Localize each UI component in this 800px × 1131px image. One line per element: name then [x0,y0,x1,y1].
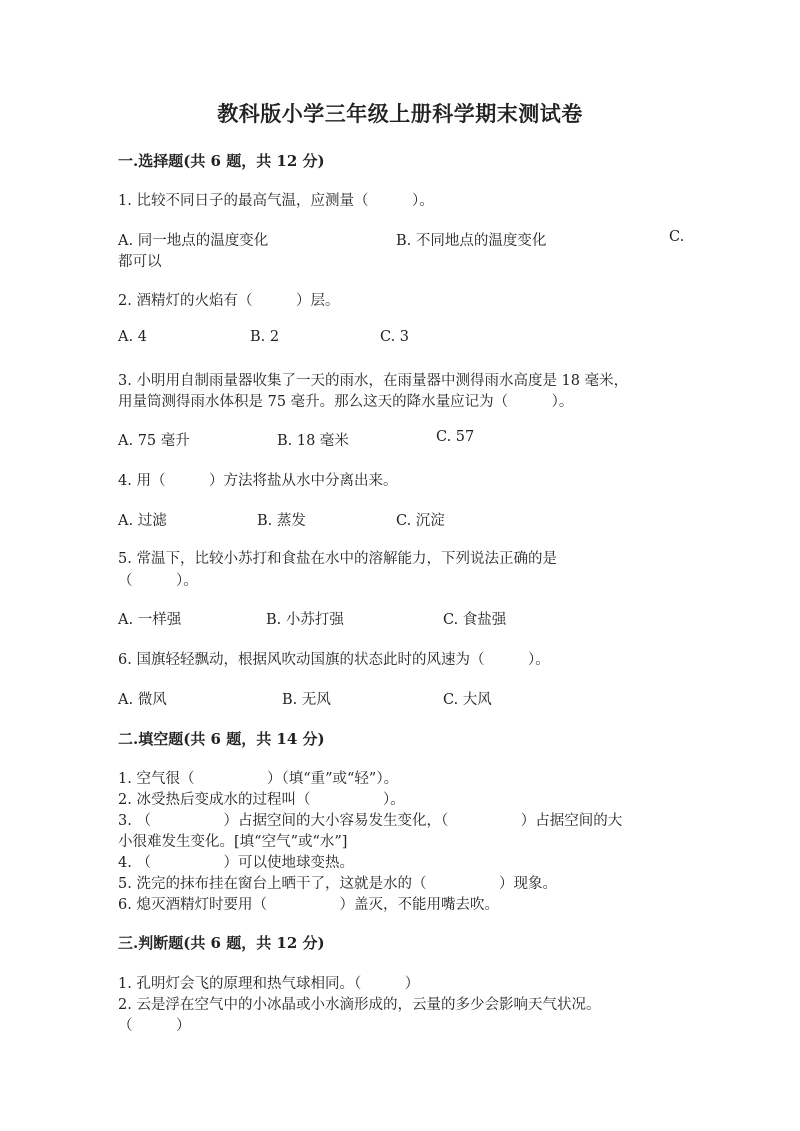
question-3-stem-line-2: 用量筒测得雨水体积是 75 毫升。那么这天的降水量应记为（ ）。 [118,394,574,410]
question-5-option-c: C. 食盐强 [443,612,507,628]
true-false-2-line-1: 2. 云是浮在空气中的小冰晶或小水滴形成的，云量的多少会影响天气状况。 [118,997,601,1013]
question-6-option-b: B. 无风 [282,692,331,708]
section-heading-fill-blank: 二.填空题(共 6 题，共 14 分) [118,730,325,748]
question-1-option-c: C. [669,229,685,245]
true-false-1: 1. 孔明灯会飞的原理和热气球相同。（ ） [118,976,420,992]
fill-blank-4: 4. （ ）可以使地球变热。 [118,855,354,871]
fill-blank-6: 6. 熄灭酒精灯时要用（ ）盖灭，不能用嘴去吹。 [118,897,499,913]
question-3-option-a: A. 75 毫升 [118,433,190,449]
question-4-option-c: C. 沉淀 [396,513,445,529]
exam-title: 教科版小学三年级上册科学期末测试卷 [217,101,583,126]
question-6-option-c: C. 大风 [443,692,492,708]
question-2-option-a: A. 4 [118,329,147,345]
question-5-stem-line-2: （ ）。 [118,573,198,589]
question-2-option-c: C. 3 [380,329,410,345]
question-1-option-a: A. 同一地点的温度变化 [118,233,269,249]
question-5-stem-line-1: 5. 常温下，比较小苏打和食盐在水中的溶解能力，下列说法正确的是 [118,551,557,567]
question-2-stem: 2. 酒精灯的火焰有（ ）层。 [118,293,340,309]
question-4-option-a: A. 过滤 [118,513,167,529]
section-heading-true-false: 三.判断题(共 6 题，共 12 分) [118,934,325,952]
question-5-option-a: A. 一样强 [118,612,182,628]
question-5-option-b: B. 小苏打强 [266,612,344,628]
fill-blank-3-line-1: 3. （ ）占据空间的大小容易发生变化，（ ）占据空间的大 [118,813,623,829]
question-6-option-a: A. 微风 [118,692,167,708]
fill-blank-3-line-2: 小很难发生变化。[填“空气”或“水”] [118,834,348,850]
question-1-stem: 1. 比较不同日子的最高气温，应测量（ ）。 [118,193,434,209]
question-3-stem-line-1: 3. 小明用自制雨量器收集了一天的雨水，在雨量器中测得雨水高度是 18 毫米， [118,373,629,389]
question-4-stem: 4. 用（ ）方法将盐从水中分离出来。 [118,473,398,489]
fill-blank-1: 1. 空气很（ ）（填“重”或“轻”）。 [118,771,399,787]
question-2-option-b: B. 2 [250,329,280,345]
true-false-2-line-2: （ ） [118,1018,191,1034]
question-6-stem: 6. 国旗轻轻飘动，根据风吹动国旗的状态此时的风速为（ ）。 [118,652,550,668]
section-heading-choice: 一.选择题(共 6 题，共 12 分) [118,152,325,170]
question-3-option-c: C. 57 [436,429,475,445]
question-1-option-c-text: 都可以 [118,254,162,270]
fill-blank-5: 5. 洗完的抹布挂在窗台上晒干了，这就是水的（ ）现象。 [118,876,557,892]
question-1-option-b: B. 不同地点的温度变化 [396,233,547,249]
question-3-option-b: B. 18 毫米 [277,433,349,449]
fill-blank-2: 2. 冰受热后变成水的过程叫（ ）。 [118,792,405,808]
question-4-option-b: B. 蒸发 [257,513,306,529]
